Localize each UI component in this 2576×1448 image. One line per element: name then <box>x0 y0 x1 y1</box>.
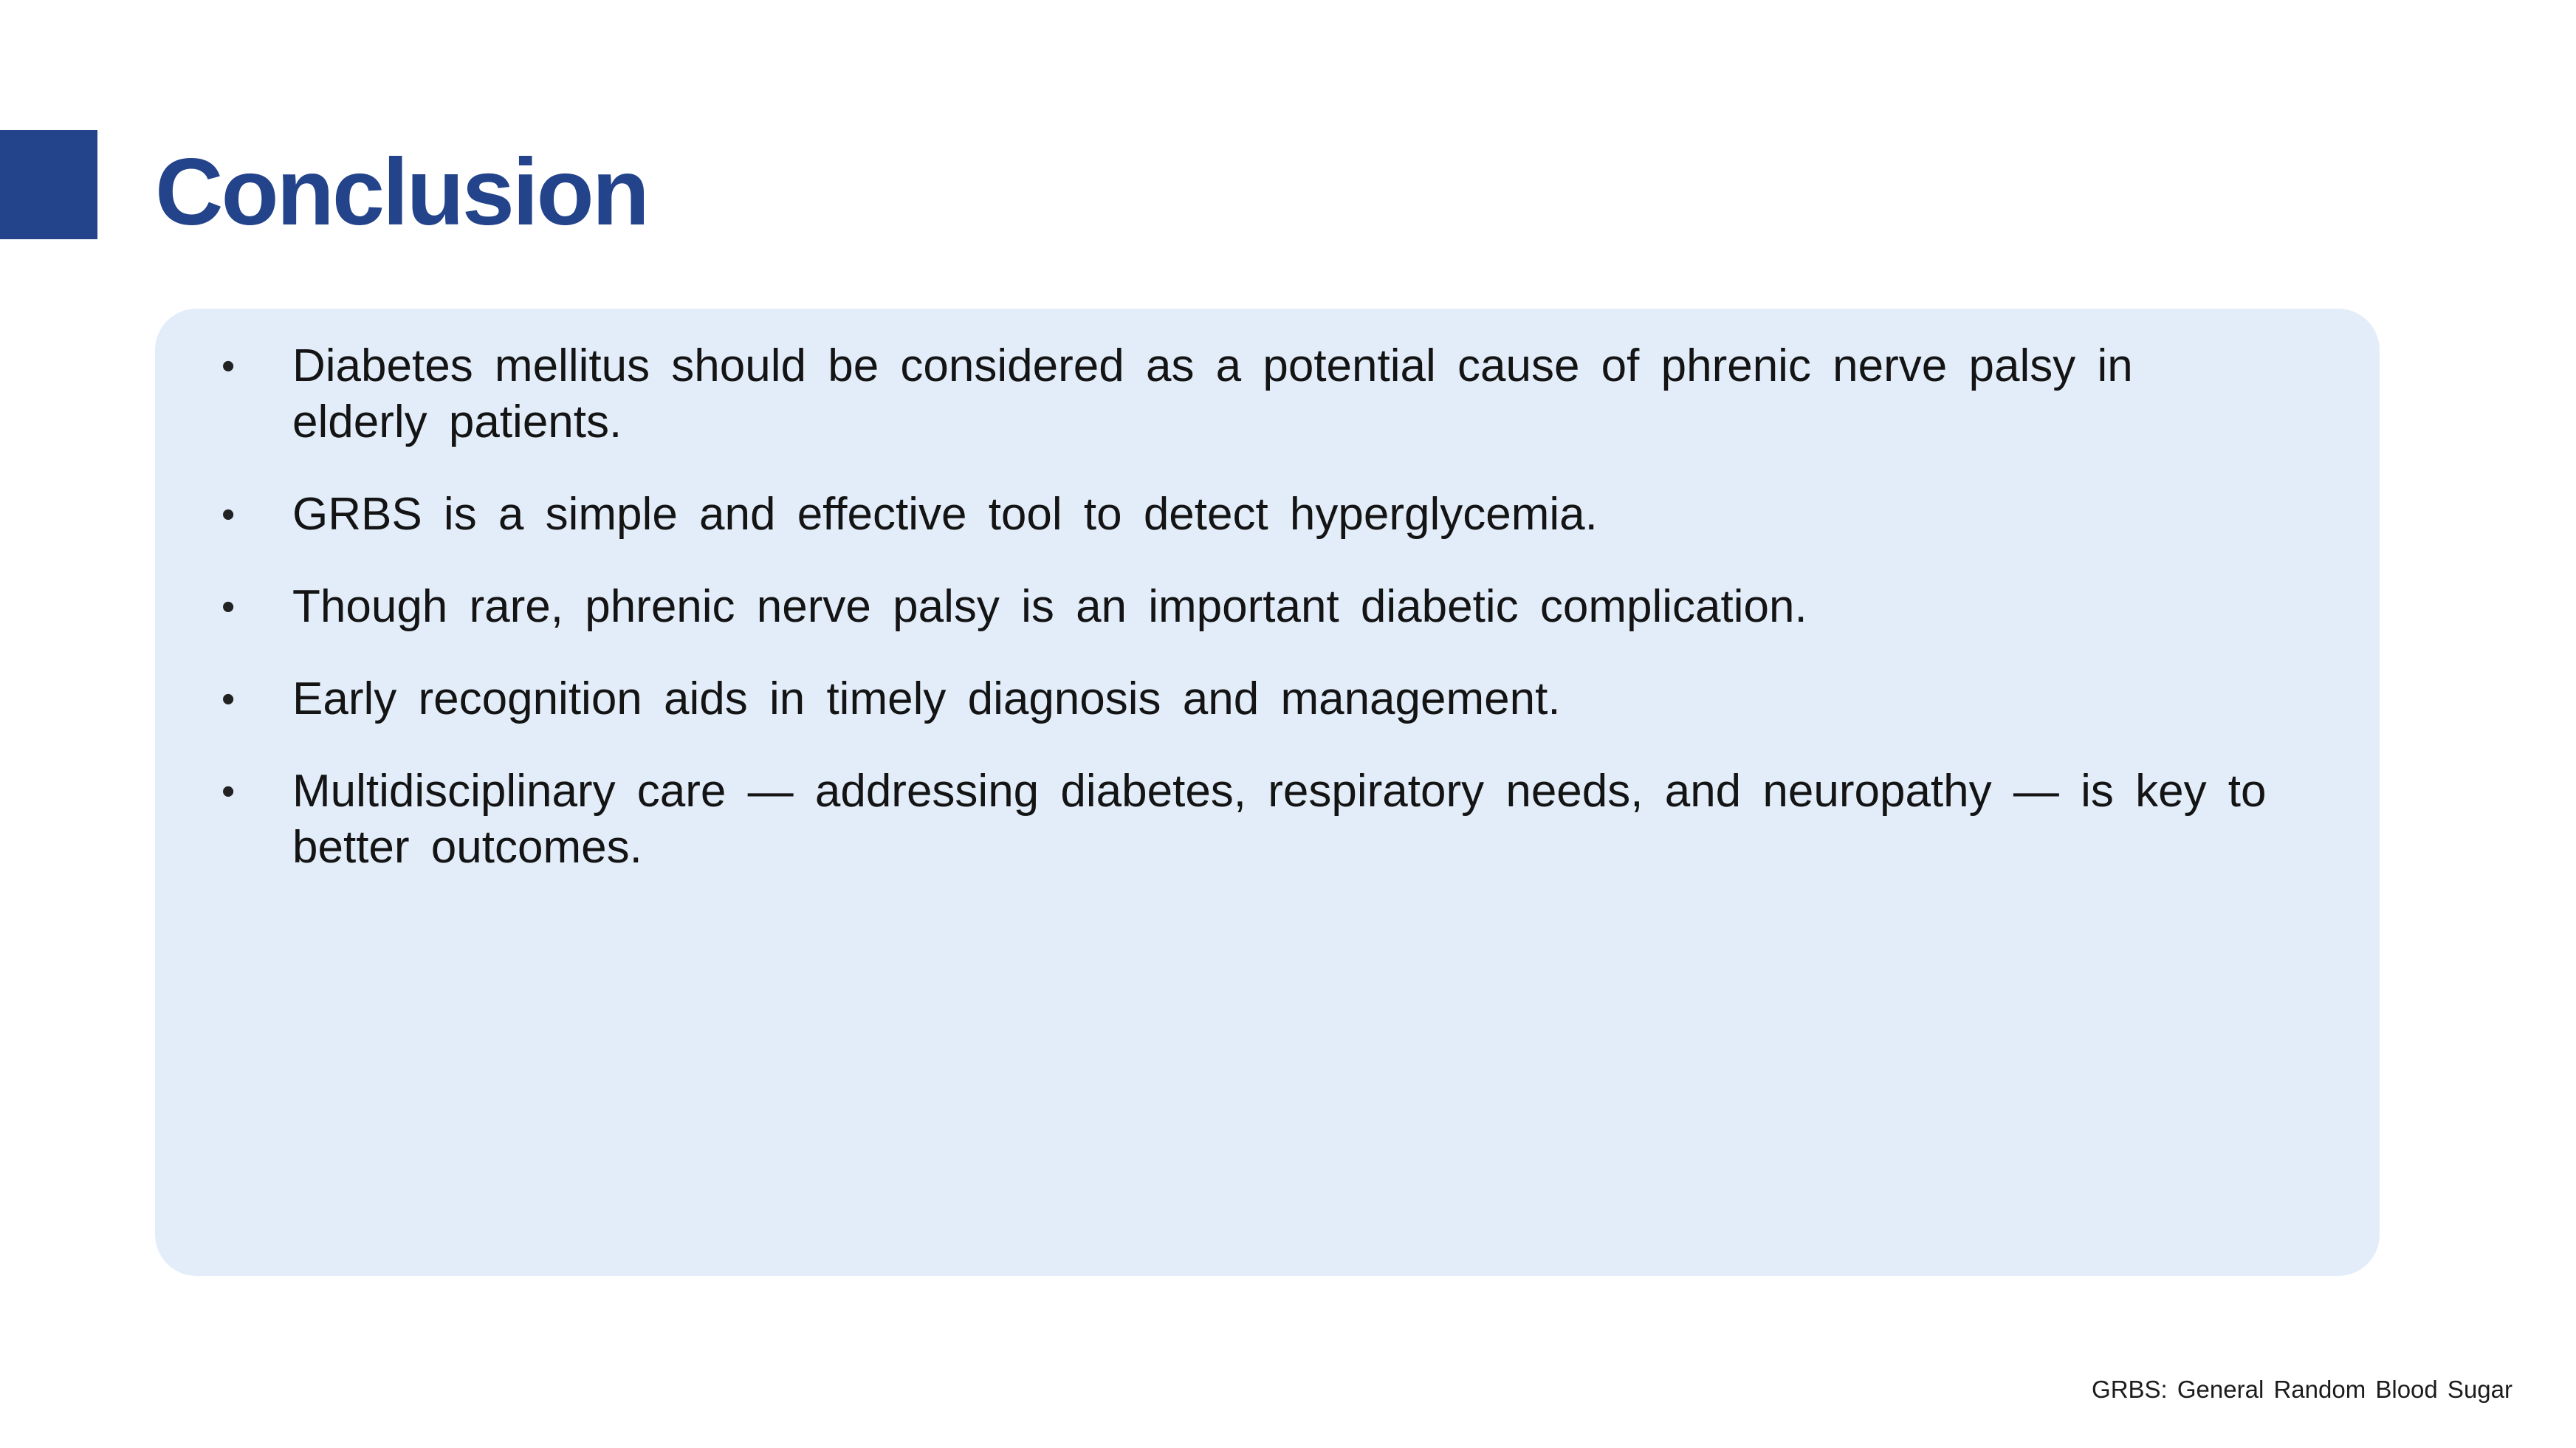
bullet-marker: • <box>221 678 236 721</box>
bullet-item <box>221 487 2276 543</box>
conclusion-bullet-list <box>221 338 2276 876</box>
bullet-text: Though rare, phrenic nerve palsy is an important diabetic complication. <box>292 581 1807 632</box>
bullet-text: Diabetes mellitus should be considered as a potential cause of phrenic nerve palsy in elderly patients. <box>292 340 2133 447</box>
bullet-item <box>221 671 2276 727</box>
bullet-item <box>221 579 2276 635</box>
bullet-item <box>221 338 2276 450</box>
abbreviation-footnote: GRBS: General Random Blood Sugar <box>2092 1376 2513 1403</box>
bullet-text: Early recognition aids in timely diagnosis and management. <box>292 673 1561 724</box>
bullet-text: GRBS is a simple and effective tool to detect hyperglycemia. <box>292 489 1598 540</box>
bullet-marker: • <box>221 493 236 536</box>
bullet-marker: • <box>221 770 236 813</box>
bullet-text: Multidisciplinary care — addressing diabetes, respiratory needs, and neuropathy — is key to better outcomes. <box>292 766 2267 873</box>
bullet-marker: • <box>221 586 236 628</box>
content-panel <box>155 309 2380 1276</box>
title-accent-square <box>0 130 97 239</box>
slide-title: Conclusion <box>155 140 648 245</box>
bullet-marker: • <box>221 345 236 388</box>
bullet-item <box>221 764 2276 876</box>
